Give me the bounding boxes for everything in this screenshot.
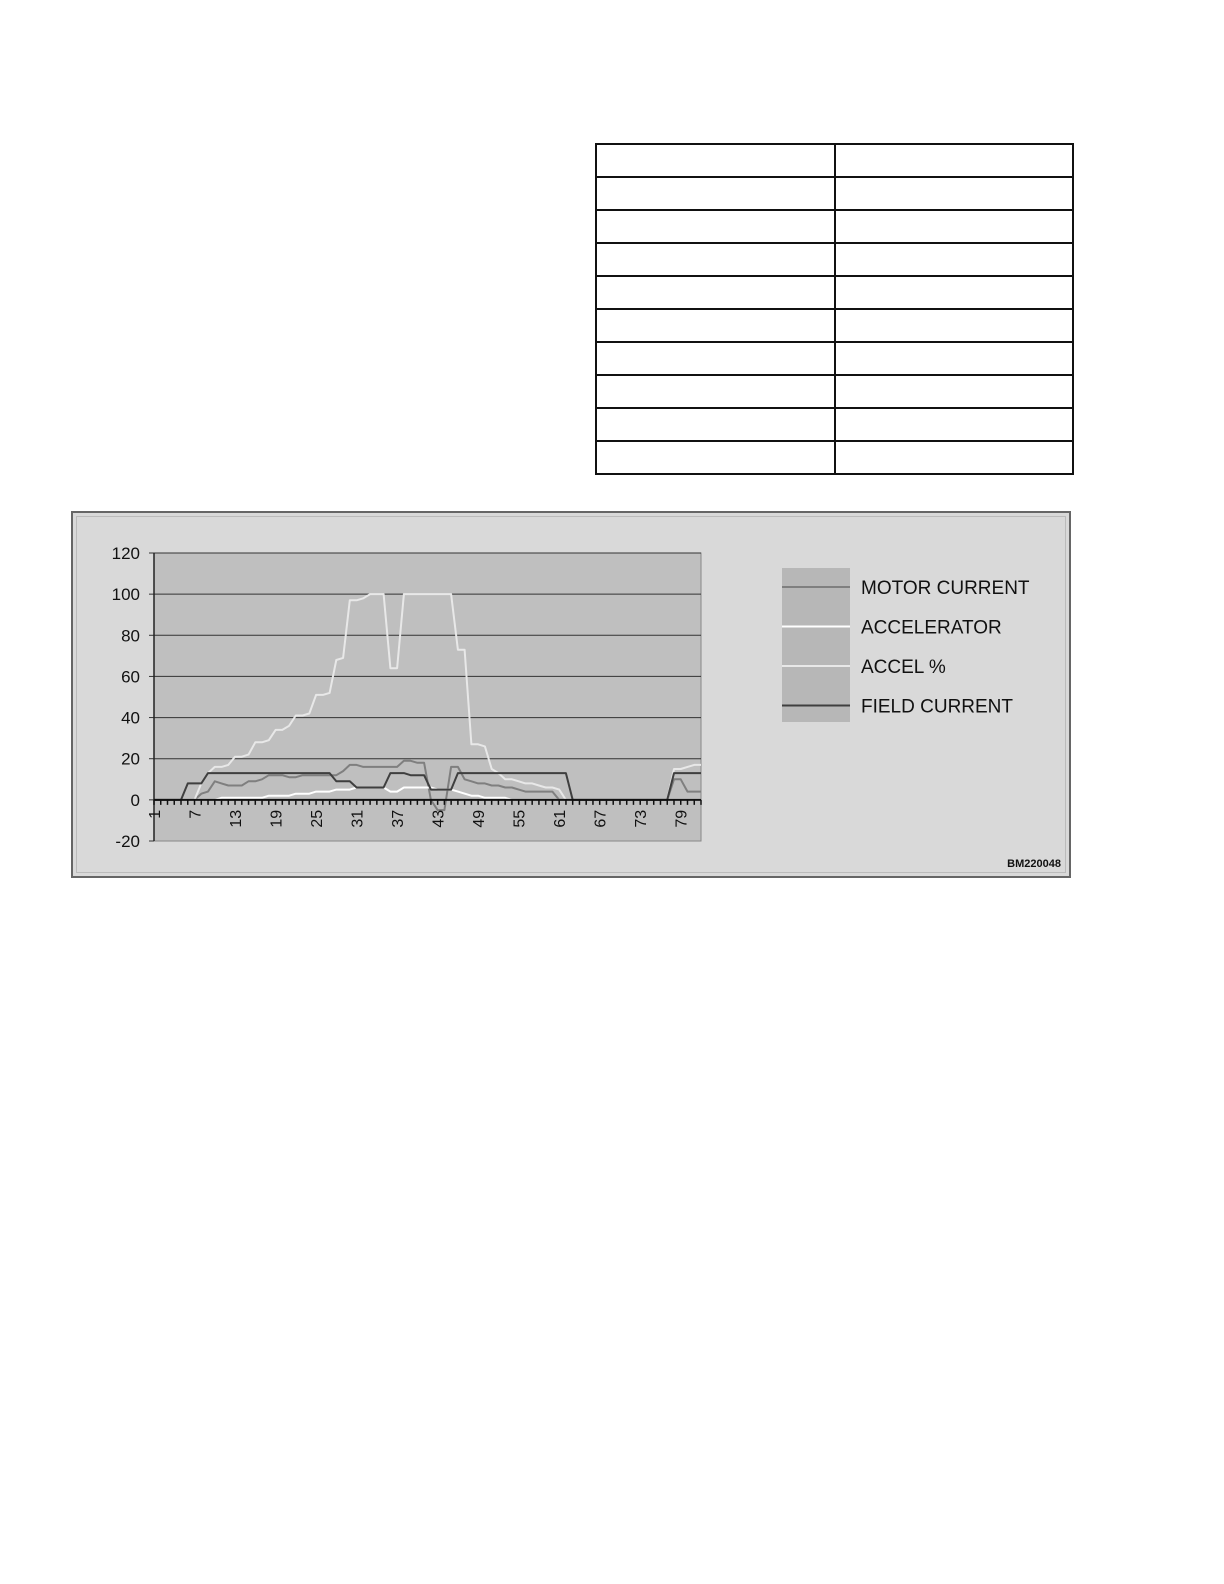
chart-frame xyxy=(71,511,1071,878)
table-cell xyxy=(835,309,1074,342)
specification-table-body xyxy=(596,144,1073,474)
x-tick-label: 73 xyxy=(633,809,651,828)
table-cell xyxy=(596,309,835,342)
x-tick-label: 49 xyxy=(471,809,489,828)
x-tick-label: 7 xyxy=(187,809,205,819)
table-row xyxy=(596,276,1073,309)
table-cell xyxy=(835,375,1074,408)
table-cell xyxy=(596,375,835,408)
x-tick-label: 43 xyxy=(430,809,448,828)
table-row xyxy=(596,309,1073,342)
y-tick-label: -20 xyxy=(115,832,140,851)
table-row xyxy=(596,210,1073,243)
table-row xyxy=(596,408,1073,441)
table-cell xyxy=(596,276,835,309)
table-cell xyxy=(835,441,1074,474)
x-tick-label: 61 xyxy=(552,809,570,828)
figure-id-label: BM220048 xyxy=(1007,858,1061,870)
legend-label: ACCEL % xyxy=(861,657,946,678)
specification-table xyxy=(595,143,1074,475)
legend-label: MOTOR CURRENT xyxy=(861,578,1030,599)
table-cell xyxy=(596,210,835,243)
table-cell xyxy=(835,177,1074,210)
x-tick-label: 31 xyxy=(349,809,367,828)
y-tick-label: 20 xyxy=(121,749,140,769)
table-cell xyxy=(596,441,835,474)
table-cell xyxy=(596,177,835,210)
table-row xyxy=(596,144,1073,177)
table-cell xyxy=(596,342,835,375)
y-tick-label: 80 xyxy=(121,626,140,646)
x-tick-label: 79 xyxy=(673,809,691,828)
table-cell xyxy=(835,342,1074,375)
table-cell xyxy=(835,144,1074,177)
table-row xyxy=(596,243,1073,276)
legend-label: FIELD CURRENT xyxy=(861,696,1014,718)
table-cell xyxy=(596,408,835,441)
y-tick-label: 0 xyxy=(130,790,140,810)
x-tick-label: 1 xyxy=(147,809,164,819)
table-cell xyxy=(596,243,835,276)
y-tick-label: 100 xyxy=(111,585,140,605)
x-tick-label: 19 xyxy=(268,809,286,828)
table-row xyxy=(596,441,1073,474)
y-tick-label: 40 xyxy=(121,708,140,728)
line-chart xyxy=(73,513,1069,876)
y-tick-label: 60 xyxy=(121,667,140,687)
table-cell xyxy=(835,276,1074,309)
y-tick-label: 120 xyxy=(111,544,140,563)
x-tick-label: 37 xyxy=(390,809,408,828)
x-tick-label: 67 xyxy=(592,809,610,828)
table-row xyxy=(596,342,1073,375)
legend-swatch-panel xyxy=(782,568,850,722)
x-tick-label: 13 xyxy=(228,809,246,828)
table-cell xyxy=(835,210,1074,243)
table-cell xyxy=(596,144,835,177)
table-row xyxy=(596,177,1073,210)
legend xyxy=(782,568,1030,722)
x-tick-label: 55 xyxy=(511,809,529,828)
table-cell xyxy=(835,408,1074,441)
legend-label: ACCELERATOR xyxy=(861,617,1002,639)
x-tick-label: 25 xyxy=(309,809,327,828)
table-cell xyxy=(835,243,1074,276)
table-row xyxy=(596,375,1073,408)
